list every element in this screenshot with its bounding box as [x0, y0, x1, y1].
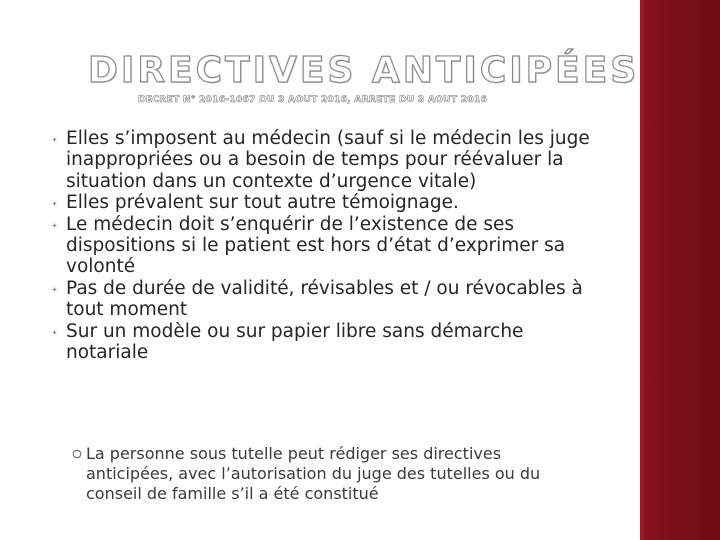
slide-subtitle: DECRET N° 2016-1067 DU 3 AOUT 2016, ARRETE DU 3 AOUT 2016	[138, 94, 488, 105]
bullet-item	[46, 192, 606, 213]
slide-title: DIRECTIVES ANTICIPÉES	[88, 50, 640, 91]
star-bullet-icon	[52, 201, 57, 206]
bullet-item	[46, 128, 606, 192]
bullet-text: Pas de durée de validité, révisables et / ou révocables à tout moment	[66, 277, 583, 321]
bullet-list	[46, 128, 606, 363]
bullet-item	[46, 278, 606, 321]
bullet-item	[46, 321, 606, 364]
star-bullet-icon	[52, 287, 57, 292]
sub-bullet-item	[72, 444, 592, 504]
bullet-text: Le médecin doit s’enquérir de l’existence de ses dispositions si le patient est hors d’état d’exprimer sa volonté	[66, 213, 566, 278]
sub-bullet-text: La personne sous tutelle peut rédiger ses directives anticipées, avec l’autorisation du juge des tutelles ou du conseil de famille s’il a été constitué	[86, 444, 541, 503]
bullet-text: Elles s’imposent au médecin (sauf si le médecin les juge inappropriées ou a besoin de temps pour réévaluer la situation dans un contexte d’urgence vitale)	[66, 128, 590, 192]
star-bullet-icon	[52, 330, 57, 335]
circle-bullet-icon	[72, 449, 82, 459]
star-bullet-icon	[52, 223, 57, 228]
star-bullet-icon	[52, 137, 57, 142]
bullet-text: Sur un modèle ou sur papier libre sans démarche notariale	[66, 320, 524, 364]
bullet-text: Elles prévalent sur tout autre témoignage.	[66, 192, 459, 214]
bullet-item	[46, 214, 606, 278]
decorative-side-band	[640, 0, 720, 540]
sub-bullet-list	[72, 444, 592, 504]
